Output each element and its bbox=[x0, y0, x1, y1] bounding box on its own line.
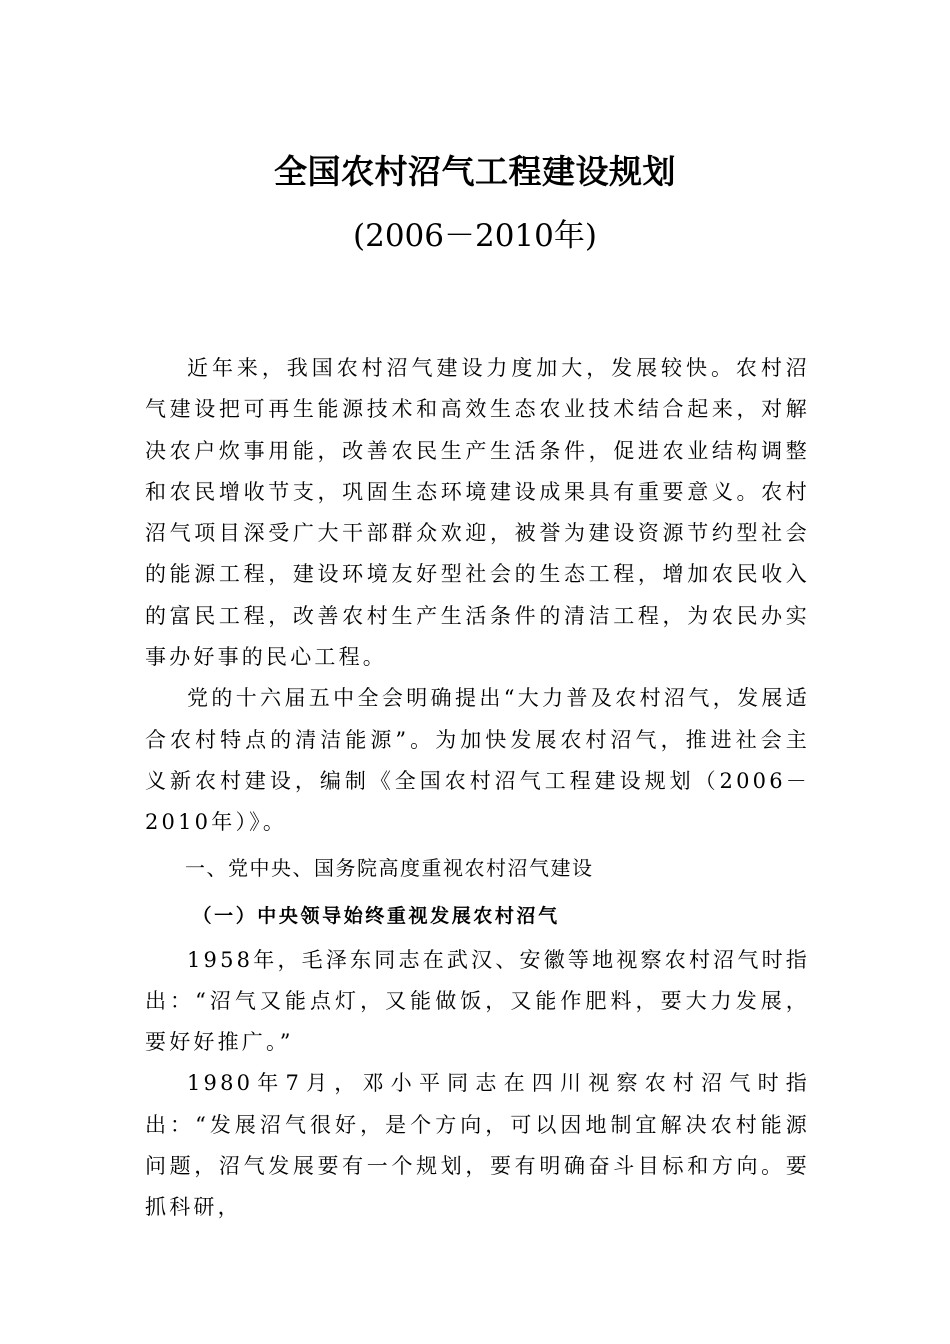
subsection-heading: （一）中央领导始终重视发展农村沼气 bbox=[192, 904, 560, 927]
document-title: 全国农村沼气工程建设规划 bbox=[274, 152, 676, 191]
paragraph-1980: 1980年7月，邓小平同志在四川视察农村沼气时指出：“发展沼气很好，是个方向，可以因地制宜解决农村能源问题，沼气发展要有一个规划，要有明确奋斗目标和方向。要抓科研， bbox=[145, 1071, 810, 1220]
document-subtitle: (2006－2010年) bbox=[353, 218, 597, 254]
paragraph-intro: 近年来，我国农村沼气建设力度加大，发展较快。农村沼气建设把可再生能源技术和高效生态农业技术结合起来，对解决农户炊事用能，改善农民生产生活条件，促进农业结构调整和农民增收节支，巩固生态环境建设成果具有重要意义。农村沼气项目深受广大干部群众欢迎，被誉为建设资源节约型社会的能源工程，建设环境友好型社会的生态工程，增加农民收入的富民工程，改善农村生产生活条件的清洁工程，为农民办实事办好事的民心工程。 bbox=[145, 356, 810, 670]
document-body bbox=[145, 348, 810, 1229]
paragraph-plenary: 党的十六届五中全会明确提出“大力普及农村沼气，发展适合农村特点的清洁能源”。为加快发展农村沼气，推进社会主义新农村建设，编制《全国农村沼气工程建设规划（2006－2010年）》。 bbox=[145, 686, 810, 835]
paragraph-1958: 1958年，毛泽东同志在武汉、安徽等地视察农村沼气时指出：“沼气又能点灯，又能做饭，又能作肥料，要大力发展，要好好推广。” bbox=[145, 947, 810, 1055]
section-heading: 一、党中央、国务院高度重视农村沼气建设 bbox=[185, 855, 594, 880]
